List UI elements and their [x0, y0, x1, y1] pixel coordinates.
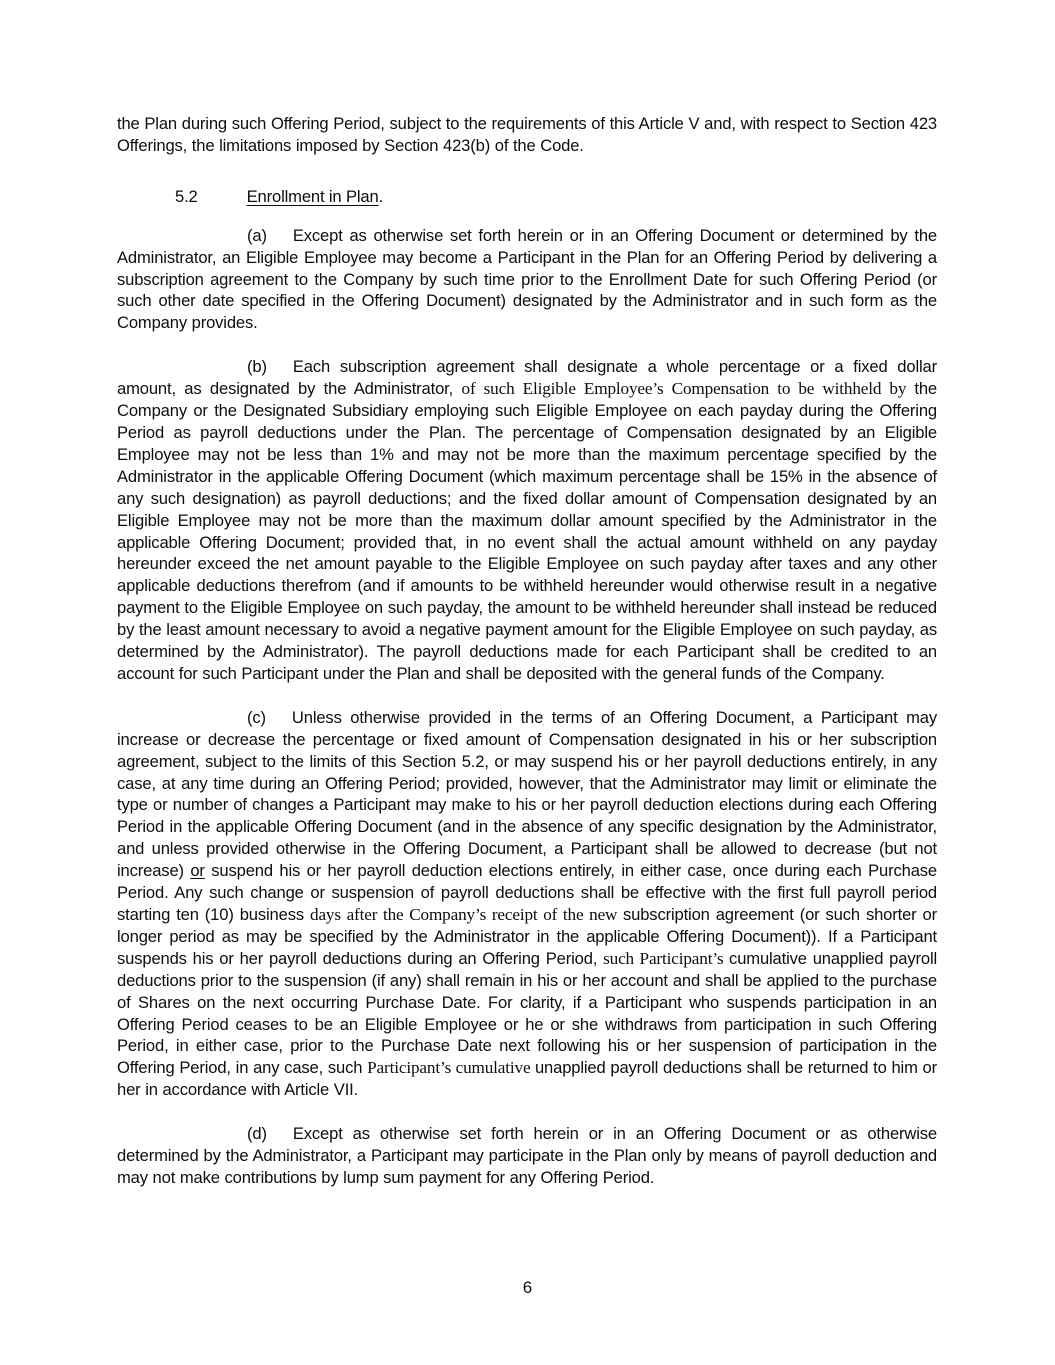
text-run-serif: days after the Company’s receipt of the new: [310, 905, 623, 924]
document-content: [117, 113, 937, 1211]
text-run-sans: cumulative unapplied payroll deductions prior to the suspension (if any) shall remain in his or her account and shall be applied to the purchase of Shares on the next occurring Purchase Date. For clarity, if a Participant who suspends participation in an Offering Period ceases to be an Eligible Employee or he or she withdraws from participation in such Offering Period, in either case, prior to the Purchase Date next following his or her suspension of participation in the Offering Period, in any case, such: [117, 948, 938, 1078]
text-run-sans: Unless otherwise provided in the terms of an Offering Document, a Participant may increase or decrease the percentage or fixed amount of Compensation designated in his or her subscription agreement, subject to the limits of this Section 5.2, or may suspend his or her payroll deductions entirely, in any case, at any time during an Offering Period; provided, however, that the Administrator may limit or eliminate the type or number of changes a Participant may make to his or her payroll deduction elections during each Offering Period in the applicable Offering Document (and in the absence of any specific designation by the Administrator, and unless provided otherwise in the Offering Document, a Participant shall be allowed to decrease (but not increase): [117, 707, 937, 881]
paragraph-b: [117, 356, 937, 685]
text-run-underline: or: [190, 861, 205, 881]
paragraphs: [117, 225, 937, 1189]
text-run-sans: Except as otherwise set forth herein or in an Offering Document or determined by the Administrator, an Eligible Employee may become a Participant in the Plan for an Offering Period by delivering a subscription agreement to the Company by such time prior to the Enrollment Date for such Offering Period (or such other date specified in the Offering Document) designated by the Administrator and in such form as the Company provides.: [117, 225, 937, 333]
text-run-sans: subscription agreement (or such shorter or longer period as may be specified by the Administrator in the applicable Offering Document)). If a Participant suspends his or her payroll deductions during an Offering Period,: [117, 905, 937, 968]
text-run-sans: suspend his or her payroll deduction elections entirely, in either case, once during each Purchase Period. Any such change or suspension of payroll deductions shall be effective with the first full payroll period starting ten (10) business: [117, 861, 937, 924]
text-run-serif: such Participant’s: [603, 948, 730, 968]
text-run-serif: of such Eligible Employee’s Compensation to be withheld by: [461, 379, 915, 399]
text-run-sans: Except as otherwise set forth herein or in an Offering Document or as otherwise determined by the Administrator, a Participant may participate in the Plan only by means of payroll deduction and may not make contributions by lump sum payment for any Offering Period.: [117, 1124, 937, 1187]
paragraph-a: [117, 225, 937, 335]
paragraph-intro: the Plan during such Offering Period, subject to the requirements of this Article V and, with respect to Section 423 Offerings, the limitations imposed by Section 423(b) of the Code.: [117, 114, 937, 155]
section-title: Enrollment in Plan: [246, 186, 379, 206]
text-run-sans: unapplied payroll deductions shall be returned to him or her in accordance with Article VII.: [117, 1058, 937, 1100]
paragraph-label-a: (a): [247, 225, 267, 245]
section-heading: [117, 186, 937, 208]
section-number: 5.2: [175, 186, 198, 206]
text-run-sans: Each subscription agreement shall designate a whole percentage or a fixed dollar amount, as designated by the Administrator,: [117, 357, 937, 399]
paragraph-label-c: (c): [247, 707, 266, 727]
paragraph-d: [117, 1123, 937, 1189]
paragraph-label-b: (b): [247, 357, 267, 377]
page-number: 6: [522, 1278, 533, 1297]
text-run-serif: Participant’s cumulative: [367, 1058, 535, 1078]
section-title-period: .: [378, 186, 384, 206]
paragraph-label-d: (d): [247, 1124, 267, 1144]
paragraph-c: [117, 707, 937, 1101]
text-run-sans: the Company or the Designated Subsidiary employing such Eligible Employee on each payday during the Offering Period as payroll deductions under the Plan. The percentage of Compensation designated by an Eligible Employee may not be less than 1% and may not be more than the maximum percentage specified by the Administrator in the applicable Offering Document (which maximum percentage shall be 15% in the absence of any such designation) as payroll deductions; and the fixed dollar amount of Compensation designated by an Eligible Employee may not be more than the maximum dollar amount specified by the Administrator in the applicable Offering Document; provided that, in no event shall the actual amount withheld on any payday hereunder exceed the net amount payable to the Eligible Employee on such payday after taxes and any other applicable deductions therefrom (and if amounts to be withheld hereunder would otherwise result in a negative payment to the Eligible Employee on such payday, the amount to be withheld hereunder shall instead be reduced by the least amount necessary to avoid a negative payment amount for the Eligible Employee on such payday, as determined by the Administrator). The payroll deductions made for each Participant shall be credited to an account for such Participant under the Plan and shall be deposited with the general funds of the Company.: [117, 379, 938, 683]
